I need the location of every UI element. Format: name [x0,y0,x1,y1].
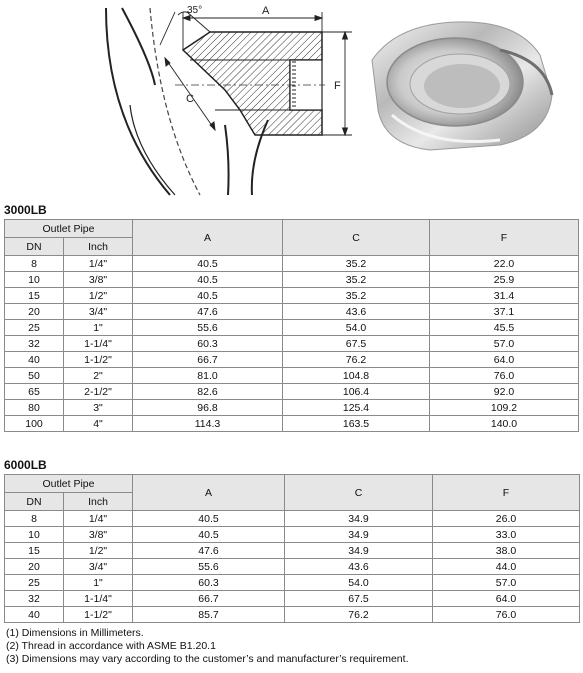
table-title-3000lb: 3000LB [4,203,47,217]
c-cell: 67.5 [285,591,433,607]
inch-cell: 1-1/4" [64,591,133,607]
table-row [5,527,580,543]
a-cell: 40.5 [133,256,283,272]
dn-cell: 15 [5,543,64,559]
f-cell: 44.0 [433,559,580,575]
table-row [5,575,580,591]
a-cell: 47.6 [133,304,283,320]
product-figure [0,0,583,200]
dimension-table-3000lb [4,219,579,432]
a-cell: 82.6 [133,384,283,400]
inch-cell: 1/4" [64,256,133,272]
table-row [5,336,579,352]
dimension-table-6000lb [4,474,580,623]
table-row [5,416,579,432]
a-cell: 55.6 [133,559,285,575]
footnote: (2) Thread in accordance with ASME B1.20.1 [6,640,216,652]
column-c-header: C [283,220,430,256]
footnote: (3) Dimensions may vary according to the customer’s and manufacturer’s requirement. [6,653,409,665]
inch-cell: 1" [64,575,133,591]
c-cell: 67.5 [283,336,430,352]
table-row [5,256,579,272]
dn-cell: 15 [5,288,64,304]
dn-cell: 32 [5,591,64,607]
f-cell: 33.0 [433,527,580,543]
a-cell: 66.7 [133,352,283,368]
dn-cell: 50 [5,368,64,384]
f-cell: 76.0 [430,368,579,384]
column-inch-header: Inch [64,493,133,511]
inch-cell: 2" [64,368,133,384]
a-cell: 81.0 [133,368,283,384]
dn-cell: 25 [5,575,64,591]
table-row [5,559,580,575]
table-row [5,543,580,559]
a-cell: 114.3 [133,416,283,432]
elbolet-photo [372,22,552,150]
f-cell: 45.5 [430,320,579,336]
inch-cell: 1-1/2" [64,607,133,623]
outlet-pipe-header: Outlet Pipe [5,475,133,493]
outlet-pipe-header: Outlet Pipe [5,220,133,238]
f-cell: 25.9 [430,272,579,288]
f-cell: 140.0 [430,416,579,432]
f-cell: 57.0 [433,575,580,591]
dimension-c-label: C [186,93,194,105]
f-cell: 26.0 [433,511,580,527]
table-title-6000lb: 6000LB [4,458,47,472]
inch-cell: 2-1/2" [64,384,133,400]
c-cell: 35.2 [283,272,430,288]
column-c-header: C [285,475,433,511]
a-cell: 60.3 [133,336,283,352]
c-cell: 163.5 [283,416,430,432]
table-row [5,607,580,623]
table-row [5,352,579,368]
a-cell: 40.5 [133,272,283,288]
table-row [5,368,579,384]
f-cell: 109.2 [430,400,579,416]
column-a-header: A [133,475,285,511]
dn-cell: 10 [5,272,64,288]
a-cell: 40.5 [133,511,285,527]
inch-cell: 3" [64,400,133,416]
f-cell: 38.0 [433,543,580,559]
dn-cell: 8 [5,511,64,527]
a-cell: 55.6 [133,320,283,336]
f-cell: 57.0 [430,336,579,352]
dn-cell: 40 [5,607,64,623]
column-a-header: A [133,220,283,256]
f-cell: 92.0 [430,384,579,400]
c-cell: 34.9 [285,527,433,543]
inch-cell: 4" [64,416,133,432]
inch-cell: 1-1/4" [64,336,133,352]
dn-cell: 100 [5,416,64,432]
inch-cell: 1" [64,320,133,336]
c-cell: 43.6 [283,304,430,320]
footnotes [6,627,408,666]
table-row [5,511,580,527]
c-cell: 43.6 [285,559,433,575]
inch-cell: 1/2" [64,543,133,559]
inch-cell: 3/4" [64,559,133,575]
c-cell: 125.4 [283,400,430,416]
column-f-header: F [430,220,579,256]
inch-cell: 3/8" [64,527,133,543]
f-cell: 22.0 [430,256,579,272]
dn-cell: 32 [5,336,64,352]
c-cell: 34.9 [285,511,433,527]
c-cell: 35.2 [283,288,430,304]
c-cell: 106.4 [283,384,430,400]
a-cell: 47.6 [133,543,285,559]
dn-cell: 20 [5,559,64,575]
a-cell: 85.7 [133,607,285,623]
table-row [5,384,579,400]
dn-cell: 65 [5,384,64,400]
c-cell: 76.2 [285,607,433,623]
table-row [5,400,579,416]
f-cell: 64.0 [430,352,579,368]
table-row [5,591,580,607]
column-inch-header: Inch [64,238,133,256]
dn-cell: 40 [5,352,64,368]
dn-cell: 80 [5,400,64,416]
inch-cell: 3/8" [64,272,133,288]
c-cell: 76.2 [283,352,430,368]
dn-cell: 20 [5,304,64,320]
c-cell: 54.0 [285,575,433,591]
inch-cell: 1-1/2" [64,352,133,368]
a-cell: 40.5 [133,527,285,543]
a-cell: 66.7 [133,591,285,607]
c-cell: 35.2 [283,256,430,272]
c-cell: 54.0 [283,320,430,336]
f-cell: 64.0 [433,591,580,607]
outlet-section [175,32,325,135]
f-cell: 76.0 [433,607,580,623]
dn-cell: 25 [5,320,64,336]
inch-cell: 1/2" [64,288,133,304]
a-cell: 60.3 [133,575,285,591]
table-row [5,304,579,320]
a-cell: 96.8 [133,400,283,416]
elbolet-drawing [0,0,583,200]
table-row [5,320,579,336]
f-cell: 31.4 [430,288,579,304]
dimension-a-label: A [262,5,270,17]
inch-cell: 3/4" [64,304,133,320]
a-cell: 40.5 [133,288,283,304]
table-row [5,272,579,288]
f-cell: 37.1 [430,304,579,320]
dimension-f-label: F [334,80,341,92]
inch-cell: 1/4" [64,511,133,527]
column-dn-header: DN [5,238,64,256]
c-cell: 34.9 [285,543,433,559]
footnote: (1) Dimensions in Millimeters. [6,627,144,639]
column-dn-header: DN [5,493,64,511]
angle-label: 35° [187,5,203,16]
dn-cell: 8 [5,256,64,272]
column-f-header: F [433,475,580,511]
dn-cell: 10 [5,527,64,543]
elbow-hidden-lines [130,105,175,195]
c-cell: 104.8 [283,368,430,384]
table-row [5,288,579,304]
